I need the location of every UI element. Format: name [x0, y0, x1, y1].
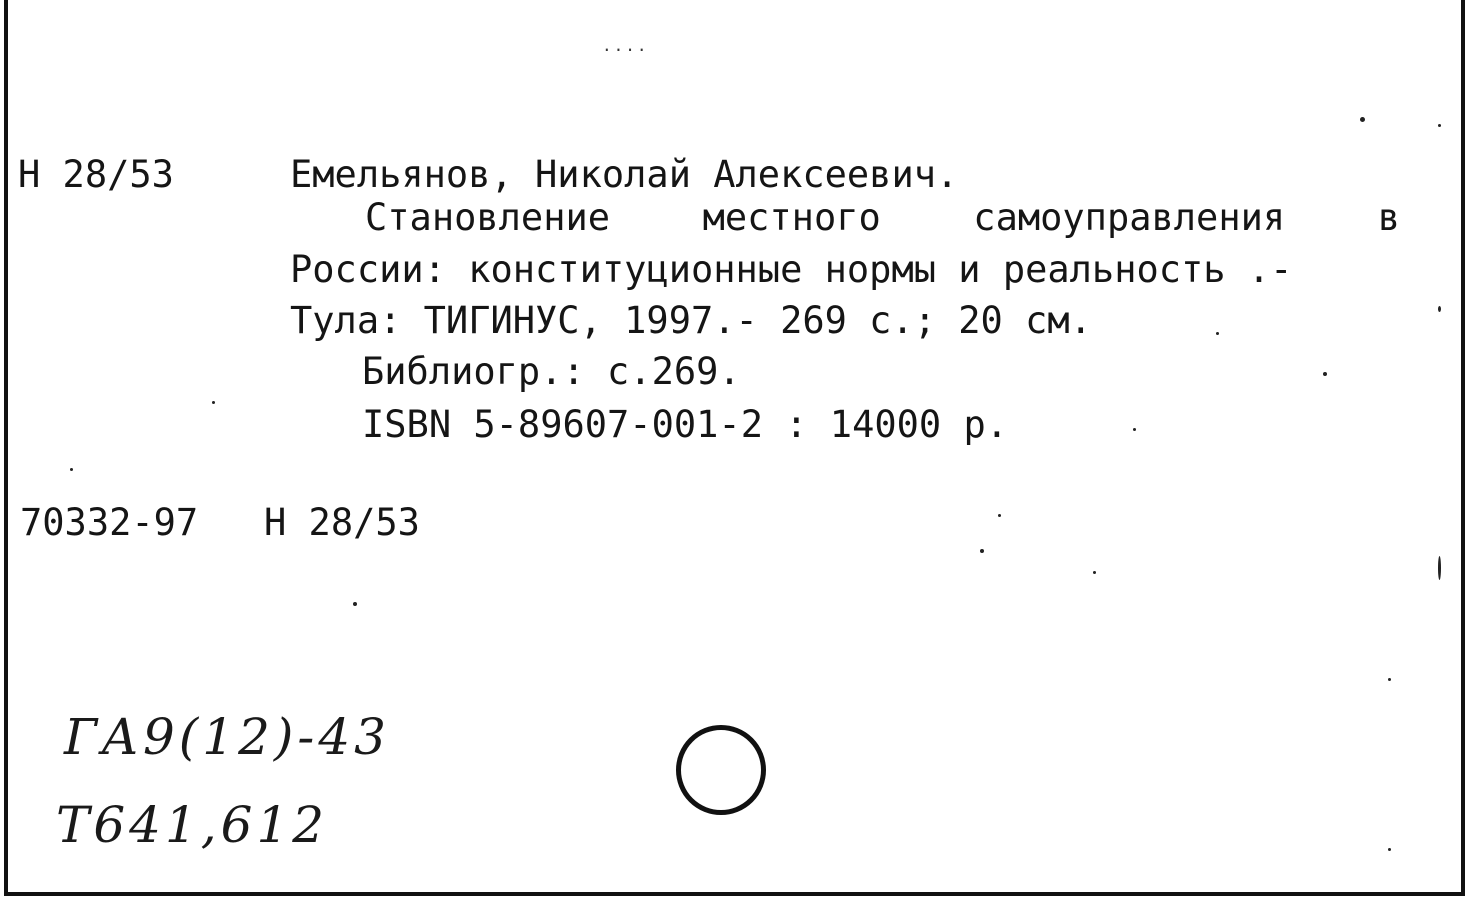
bibliography-note: Библиогр.: с.269. — [362, 350, 741, 393]
punch-hole-circle — [676, 725, 766, 815]
title-line-1 — [365, 196, 1400, 239]
author-heading: Емельянов, Николай Алексеевич. — [290, 153, 959, 196]
speck — [1388, 678, 1391, 681]
speck — [998, 514, 1001, 517]
top-dots: .... — [602, 36, 649, 55]
speck — [1388, 848, 1391, 851]
title-word: самоуправления — [973, 196, 1286, 239]
speck — [212, 401, 215, 404]
catalog-card — [4, 0, 1465, 896]
accession-number: 70332-97 — [20, 501, 199, 544]
title-line-2: России: конституционные нормы и реальность .- — [290, 248, 1293, 291]
speck — [1133, 428, 1136, 431]
speck — [1216, 332, 1219, 335]
title-word: в — [1377, 196, 1400, 239]
speck — [353, 602, 357, 606]
accession-call-number: Н 28/53 — [264, 501, 420, 544]
speck — [1360, 117, 1365, 122]
isbn-line: ISBN 5-89607-001-2 : 14000 р. — [362, 403, 1009, 446]
speck — [70, 468, 73, 471]
speck — [1093, 571, 1096, 574]
imprint-line: Тула: ТИГИНУС, 1997.- 269 с.; 20 см. — [290, 299, 1092, 342]
handwritten-classification-1: ГА9(12)-43 — [64, 708, 390, 766]
title-word: местного — [702, 196, 881, 239]
handwritten-classification-2: Т641,612 — [56, 796, 329, 854]
speck — [980, 549, 984, 553]
speck — [1438, 124, 1441, 127]
title-word: Становление — [365, 196, 611, 239]
speck — [1323, 372, 1327, 376]
speck — [1438, 306, 1441, 312]
speck — [1438, 556, 1441, 580]
call-number: Н 28/53 — [18, 153, 174, 196]
